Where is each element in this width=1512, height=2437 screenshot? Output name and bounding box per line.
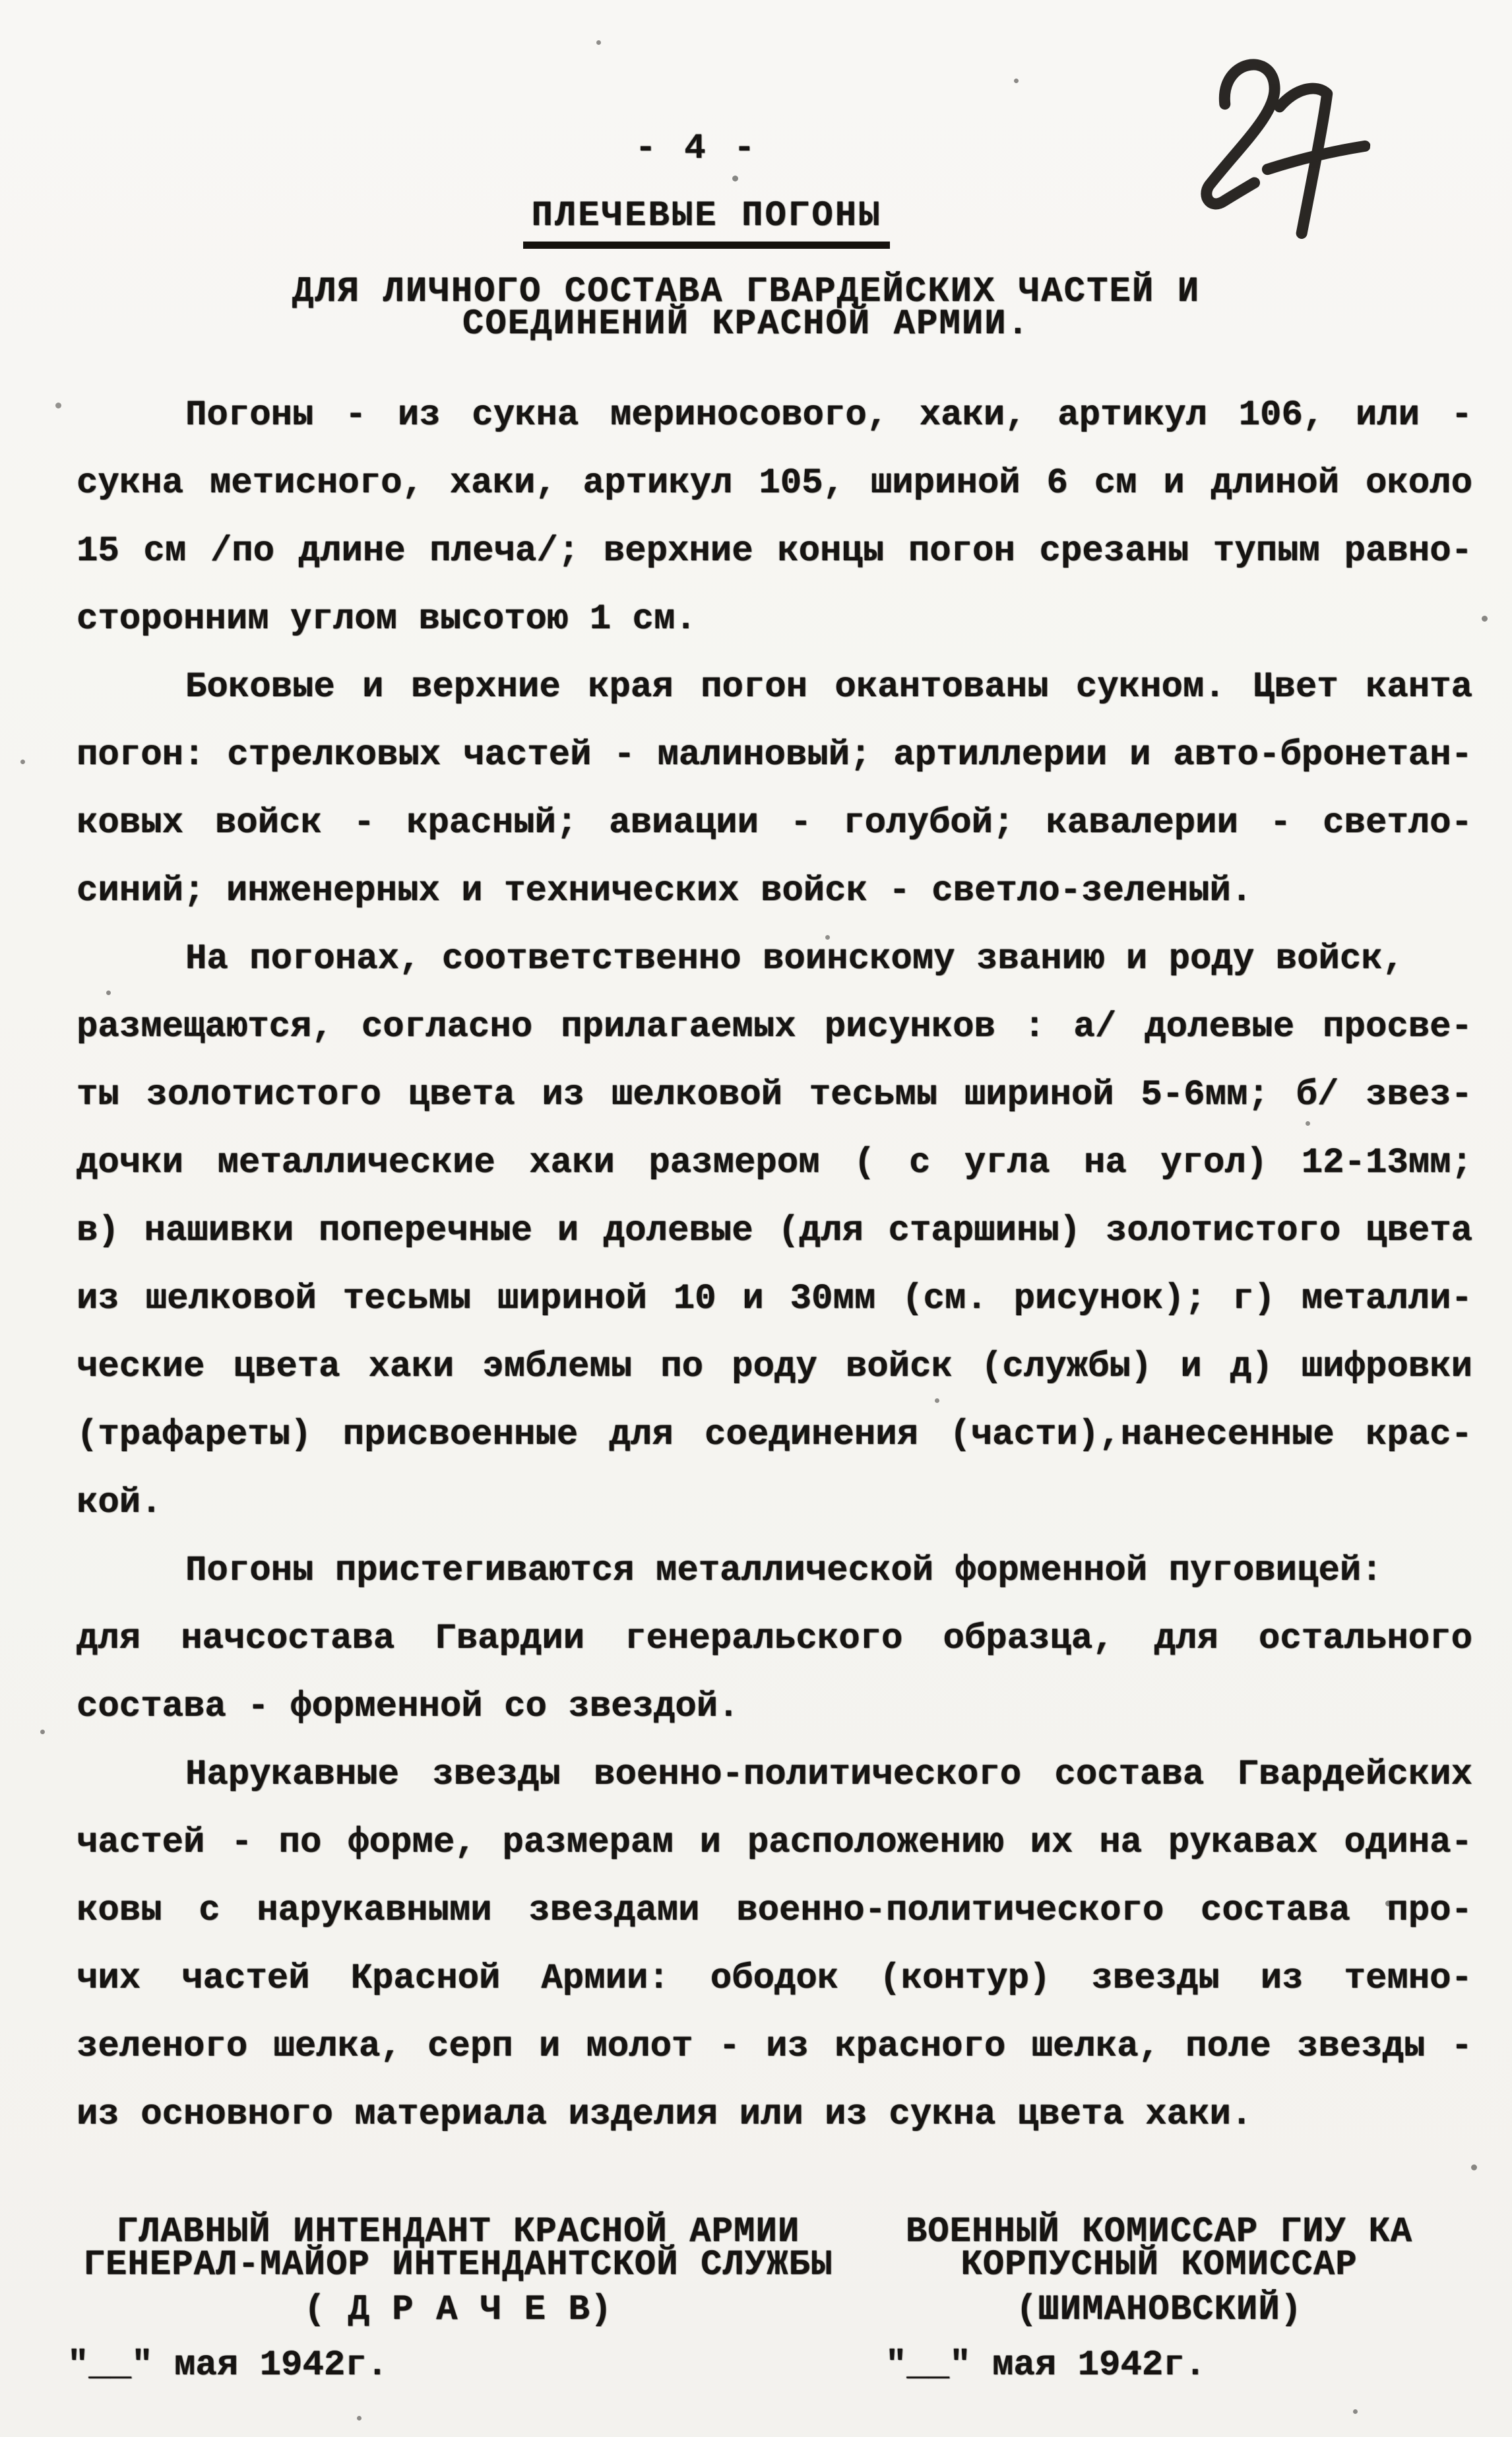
document-subtitle-line2: СОЕДИНЕНИЙ КРАСНОЙ АРМИИ. bbox=[462, 304, 1030, 344]
body-line: для начсостава Гвардии генеральского образца, для остального bbox=[77, 1619, 1472, 1659]
body-line: дочки металлические хаки размером ( с угла на угол) 12-13мм; bbox=[77, 1143, 1472, 1183]
signature-left bbox=[54, 2212, 862, 2386]
document-subtitle-line1: ДЛЯ ЛИЧНОГО СОСТАВА ГВАРДЕЙСКИХ ЧАСТЕЙ И bbox=[292, 272, 1201, 312]
document-title-text: ПЛЕЧЕВЫЕ ПОГОНЫ bbox=[523, 197, 889, 249]
signature-block bbox=[54, 2212, 1433, 2386]
body-line: ковых войск - красный; авиации - голубой; кавалерии - светло- bbox=[77, 803, 1472, 843]
signature-right-title1: ВОЕННЫЙ КОМИССАР ГИУ КА bbox=[905, 2212, 1413, 2252]
signature-right-name: (ШИМАНОВСКИЙ) bbox=[1015, 2290, 1303, 2330]
body-line: Погоны - из сукна мериносового, хаки, артикул 106, или - bbox=[185, 395, 1472, 436]
body-line: в) нашивки поперечные и долевые (для старшины) золотистого цвета bbox=[77, 1211, 1472, 1251]
body-line: из шелковой тесьмы шириной 10 и 30мм (см. рисунок); г) металли- bbox=[77, 1279, 1472, 1319]
body-line: ты золотистого цвета из шелковой тесьмы шириной 5-6мм; б/ звез- bbox=[77, 1075, 1472, 1115]
body-line: Погоны пристегиваются металлической форменной пуговицей: bbox=[185, 1551, 1383, 1591]
body-line: (трафареты) присвоенные для соединения (части),нанесенные крас- bbox=[77, 1415, 1472, 1455]
signature-left-title2: ГЕНЕРАЛ-МАЙОР ИНТЕНДАНТСКОЙ СЛУЖБЫ bbox=[83, 2245, 833, 2285]
signature-left-date: "__" мая 1942г. bbox=[67, 2345, 389, 2386]
body-line: размещаются, согласно прилагаемых рисунков : а/ долевые просве- bbox=[77, 1007, 1472, 1047]
signature-right-date: "__" мая 1942г. bbox=[885, 2345, 1207, 2386]
body-line: частей - по форме, размерам и расположению их на рукавах одина- bbox=[77, 1823, 1472, 1863]
body-line: состава - форменной со звездой. bbox=[77, 1687, 740, 1727]
body-line: погон: стрелковых частей - малиновый; артиллерии и авто-бронетан- bbox=[77, 735, 1472, 775]
body-line: из основного материала изделия или из сукна цвета хаки. bbox=[77, 2095, 1253, 2135]
body-line: Нарукавные звезды военно-политического состава Гвардейских bbox=[185, 1755, 1472, 1795]
signature-left-title1: ГЛАВНЫЙ ИНТЕНДАНТ КРАСНОЙ АРМИИ bbox=[116, 2212, 800, 2252]
body-line: сторонним углом высотою 1 см. bbox=[77, 599, 697, 639]
body-line: сукна метисного, хаки, артикул 105, шириной 6 см и длиной около bbox=[77, 463, 1472, 504]
signature-right bbox=[885, 2212, 1433, 2386]
page-number: - 4 - bbox=[635, 129, 759, 169]
body-line: кой. bbox=[77, 1483, 162, 1523]
body-line: ковы с нарукавными звездами военно-политического состава про- bbox=[77, 1891, 1472, 1931]
signature-left-name: ( Д Р А Ч Е В) bbox=[303, 2290, 613, 2330]
document-body bbox=[77, 381, 1472, 2149]
document-title bbox=[0, 197, 1413, 249]
handwritten-digit-2 bbox=[1206, 61, 1277, 208]
body-line: ческие цвета хаки эмблемы по роду войск (службы) и д) шифровки bbox=[77, 1347, 1472, 1387]
scan-noise bbox=[0, 0, 3, 3]
signature-right-title2: КОРПУСНЫЙ КОМИССАР bbox=[961, 2245, 1358, 2285]
body-line: Боковые и верхние края погон окантованы сукном. Цвет канта bbox=[185, 667, 1472, 707]
body-line: зеленого шелка, серп и молот - из красного шелка, поле звезды - bbox=[77, 2027, 1472, 2067]
body-line: синий; инженерных и технических войск - светло-зеленый. bbox=[77, 871, 1253, 911]
body-line: На погонах, соответственно воинскому званию и роду войск, bbox=[185, 939, 1404, 979]
body-line: чих частей Красной Армии: ободок (контур) звезды из темно- bbox=[77, 1959, 1472, 1999]
body-line: 15 см /по длине плеча/; верхние концы погон срезаны тупым равно- bbox=[77, 531, 1472, 571]
